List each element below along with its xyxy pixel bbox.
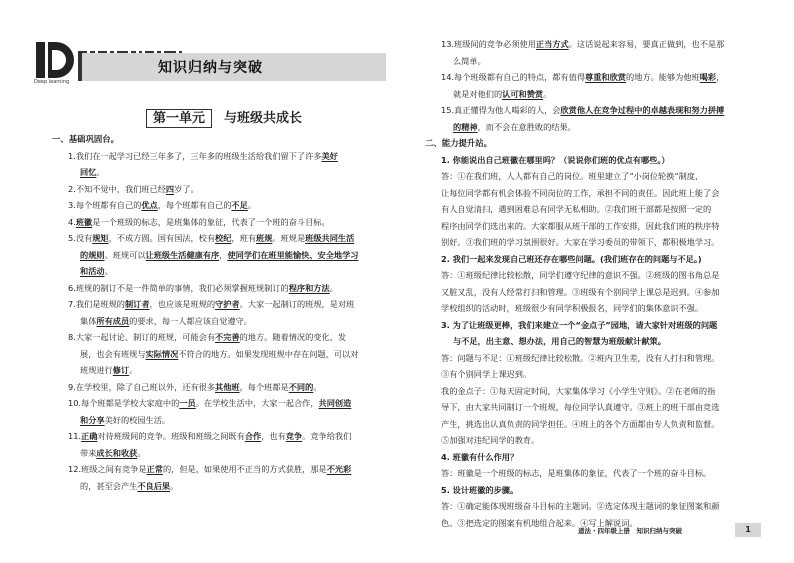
answer-underline: 程序和方法 xyxy=(288,282,330,293)
item-text: 。竞争给我们 xyxy=(302,431,352,441)
question-1: 1. 你能说出自己班徽在哪里吗？（说说你们班的优点有哪些。） xyxy=(441,154,670,165)
text-line: 又脏又乱，没有人经常打扫和管理。③班级有个别同学上课总是迟到。④参加 xyxy=(441,286,720,297)
text-line: ⑤加强对违纪同学的教育。 xyxy=(441,435,540,445)
item-line xyxy=(52,230,400,247)
text-line: 与不足，出主意、想办法，用自己的智慧为班级献计献策。 xyxy=(453,336,666,346)
deep-learning-logo xyxy=(36,40,76,80)
item-text: ，每个班都是 xyxy=(239,381,289,392)
answer-underline: 守护者 xyxy=(215,299,240,309)
text-line: 导下，由大家共同制订一个班规，每位同学认真遵守。③班上的班干部由竞选 xyxy=(441,402,720,412)
answer-underline: 不足 xyxy=(231,200,248,210)
text-line: 产生，挑选出认真负责的同学担任。④班上的各个方面都由专人负责和监督。 xyxy=(441,418,720,429)
answer-underline: 正当方式 xyxy=(535,39,569,49)
item-text: ，也应该是班规的 xyxy=(149,299,216,309)
logo-text: Deep learning xyxy=(34,79,70,85)
item-text: 。 xyxy=(543,88,552,99)
answer-underline: 四 xyxy=(165,183,175,194)
question-5: 5. 设计班徽的步骤。 xyxy=(441,484,519,495)
item-text: ，每个班都有自己的 xyxy=(157,200,232,210)
item-text: 。班规是 xyxy=(272,233,306,243)
answer-underline: 不完善 xyxy=(215,332,240,342)
text-line: 学校组织的活动时，班级很少有同学积极报名，同学们的集体意识不强。 xyxy=(441,303,704,313)
item-text: ， xyxy=(219,249,228,260)
right-items xyxy=(425,36,770,135)
answer-underline: 的精神 xyxy=(453,121,478,132)
item-text: 岁了。 xyxy=(174,183,199,194)
item-text: 。 xyxy=(129,365,138,375)
item-text: 美好的校园生活。 xyxy=(104,414,171,425)
item-number: 7. xyxy=(68,299,76,309)
answer-underline: 和分享 xyxy=(80,414,105,425)
item-text: ，而不会在意胜败的结果。 xyxy=(477,121,576,132)
item-text: 的要求，每一人都应该自觉遵守。 xyxy=(129,315,252,326)
text-line: 让每位同学都有机会体验不同岗位的工作，承担不同的责任。因此班上能了会 xyxy=(441,187,720,198)
footer-text: 道法・四年级上册 知识归纳与突破 xyxy=(578,527,682,535)
answer-underline: 的规则 xyxy=(80,249,105,260)
question-4: 4. 班徽有什么作用？ xyxy=(441,451,519,462)
text-line: 3. 为了让班级更棒，我们来建立一个“金点子”园地，请大家针对班级的问题 xyxy=(441,319,718,330)
item-text: 。大家一起制订的班规，是对班 xyxy=(239,299,355,309)
answer-underline: 尊重和欣赏 xyxy=(585,72,626,82)
item-line xyxy=(52,263,400,280)
item-line xyxy=(52,164,400,181)
right-column xyxy=(425,36,770,531)
item-text: ，不成方圆。国有国法，校有 xyxy=(108,233,216,243)
item-text: 带来 xyxy=(80,447,97,458)
item-text: 班级之间有竞争是 xyxy=(81,464,147,474)
item-text: 每个班级都有自己的特点，都有值得 xyxy=(454,72,586,82)
item-number: 14. xyxy=(441,72,455,82)
page-title: 知识归纳与突破 xyxy=(158,60,263,76)
item-line xyxy=(52,313,400,330)
answer-underline: 正确 xyxy=(81,431,98,441)
item-line xyxy=(425,69,770,86)
item-number: 5. xyxy=(68,233,76,243)
left-items xyxy=(52,148,400,495)
answer-underline: 班规 xyxy=(256,233,273,243)
item-text: 真正懂得为他人喝彩的人，会 xyxy=(454,105,561,115)
answer-underline: 共同创造 xyxy=(318,398,352,408)
item-number: 11. xyxy=(68,431,82,441)
answer-underline: 竞争 xyxy=(285,431,303,441)
item-number: 1. xyxy=(68,150,76,161)
item-text: 。 xyxy=(329,282,338,293)
item-text: 不符合的地方。如果发现班规中存在问题，可以对 xyxy=(178,348,359,359)
text-line: ③有个别同学上课迟到。 xyxy=(441,369,532,379)
item-text: ，也有 xyxy=(261,431,286,441)
item-text: 么简单。 xyxy=(453,55,486,66)
text-line: 色。③把选定的图案有机地组合起来。④写上解说词。 xyxy=(441,517,638,528)
answer-underline: 欣赏他人在竞争过程中的卓越表现和努力拼搏 xyxy=(560,105,725,115)
answer-underline: 和活动 xyxy=(80,266,105,276)
item-text: 的地方。随着情况的变化、发 xyxy=(239,332,347,342)
text-line: 答：①确定能体现班级奋斗目标的主题词。②选定体现主题词的象征图案和颜 xyxy=(441,501,720,511)
answer-underline: 优点 xyxy=(141,200,158,210)
item-line xyxy=(52,346,400,363)
text-line: 答：①班级纪律比较松散，同学们遵守纪律的意识不强。②班级的图书角总是 xyxy=(441,270,720,280)
question-2: 2. 我们一起来发现自己班还存在哪些问题。(我们班存在的问题与不足。) xyxy=(441,253,702,264)
item-number: 8. xyxy=(68,332,76,342)
unit-heading xyxy=(146,107,302,126)
answer-underline: 回忆 xyxy=(80,167,97,177)
answer-underline: 其他班 xyxy=(215,381,240,392)
answer-underline: 班徽 xyxy=(75,216,93,227)
item-text: 。在学校生活中，大家一起合作， xyxy=(195,398,319,408)
answer-underline: 班级共同生活 xyxy=(305,233,355,243)
item-text: 每个班都是学校大家庭中的 xyxy=(81,398,180,408)
item-line xyxy=(52,280,400,297)
item-line xyxy=(52,478,400,495)
item-text: 没有 xyxy=(75,233,93,243)
item-text: 是一个班级的标志，是班集体的象征，代表了一个班的奋斗目标。 xyxy=(92,216,330,227)
unit-title: 与班级共成长 xyxy=(224,111,303,126)
answer-underline: 一员 xyxy=(179,398,196,408)
answer-underline: 喝彩 xyxy=(699,72,717,82)
item-line xyxy=(52,461,400,478)
item-text: 。 xyxy=(104,266,113,276)
item-number: 13. xyxy=(441,39,455,49)
item-line xyxy=(52,296,400,313)
item-text: 就是对他们的 xyxy=(453,88,503,99)
item-text: 展，也会有班规与 xyxy=(80,348,146,359)
item-text: 大家一起讨论、制订的班规，可能会有 xyxy=(75,332,216,342)
item-text: 我们在一起学习已经三年多了，三年多的班级生活给我们留下了许多 xyxy=(75,150,322,161)
section-heading-2: 二、能力提升站。 xyxy=(425,138,492,148)
answer-underline: 校纪 xyxy=(215,233,232,243)
section-heading: 一、基础巩固台。 xyxy=(52,134,119,144)
item-text: 。 xyxy=(96,167,105,177)
answer-underline: 实际情况 xyxy=(145,348,179,359)
item-line xyxy=(425,119,770,136)
item-text: 我们是班规的 xyxy=(75,299,125,309)
page-number: 1 xyxy=(735,523,761,537)
text-line: 程序由同学们选出来的。大家都服从班干部的工作安排，因此我们班的秩序特 xyxy=(441,220,720,231)
answer-underline: 不同的 xyxy=(288,381,314,392)
item-line xyxy=(52,379,400,396)
answer-3 xyxy=(425,350,770,449)
item-line xyxy=(52,181,400,198)
item-text: 的，但是，如果使用不正当的方式获胜，那是 xyxy=(162,464,327,474)
item-line xyxy=(52,247,400,264)
text-line: 答：问题与不足：①班级纪律比较松散。②班内卫生差，没有人打扫和管理。 xyxy=(441,352,720,363)
answer-4: 答：班徽是一个班级的标志，是班集体的象征，代表了一个班的奋斗目标。 xyxy=(441,468,712,478)
item-text: ， xyxy=(716,72,725,82)
item-text: 班规进行 xyxy=(80,365,113,375)
item-text: 对待班级间的竞争。班级和班级之间既有 xyxy=(97,431,245,441)
answer-underline: 使同学们在班里能愉快、安全地学习 xyxy=(227,249,359,260)
item-line xyxy=(52,148,400,165)
item-line xyxy=(425,102,770,119)
decorative-dots xyxy=(78,42,248,50)
text-line: 我的金点子：①每天固定时间，大家集体学习《小学生守则》。②在老师的指 xyxy=(441,385,716,396)
answer-underline: 所有成员 xyxy=(96,315,130,326)
item-text: 的，甚至会产生 xyxy=(80,480,138,491)
item-text: 在学校里，除了自己班以外，还有很多 xyxy=(75,381,216,392)
text-line: 答：①在我们班，人人都有自己的岗位。班里建立了“小岗位轮换”制度， xyxy=(441,171,704,181)
item-number: 4. xyxy=(68,216,76,227)
item-text: 。 xyxy=(313,381,322,392)
item-text: 。这话说起来容易，要真正做到，也不是那 xyxy=(568,39,725,49)
answer-underline: 成长和收获 xyxy=(96,447,138,458)
item-text: 班级间的竞争必须使用 xyxy=(454,39,536,49)
text-line: 有人自觉清扫，遇到困难总有同学无私相助。②我们班干部都是按照一定的 xyxy=(441,204,712,214)
item-text: 。 xyxy=(170,480,179,491)
item-number: 15. xyxy=(441,105,455,115)
answer-2 xyxy=(425,267,770,317)
item-number: 9. xyxy=(68,381,76,392)
answer-underline: 让班级生活健康有序 xyxy=(145,249,220,260)
answer-underline: 认可和赞赏 xyxy=(502,88,544,99)
item-number: 12. xyxy=(68,464,82,474)
item-text: 。班规可以 xyxy=(104,249,146,260)
item-line xyxy=(52,395,400,412)
question-3 xyxy=(425,317,770,350)
item-line xyxy=(425,86,770,103)
item-line xyxy=(425,36,770,53)
answer-underline: 不光彩 xyxy=(326,464,352,474)
unit-label: 第一单元 xyxy=(146,109,212,128)
answer-underline: 不良后果 xyxy=(137,480,171,491)
item-line xyxy=(52,197,400,214)
item-number: 6. xyxy=(68,282,76,293)
answer-underline: 美好 xyxy=(321,150,338,161)
answer-underline: 合作 xyxy=(244,431,262,441)
item-text: 班规的制订不是一件简单的事情，我们必须掌握班规制订的 xyxy=(75,282,289,293)
left-column xyxy=(52,131,400,494)
item-text: 的地方。能够为他班 xyxy=(626,72,700,82)
answer-underline: 制订者 xyxy=(124,299,150,309)
item-text: 集体 xyxy=(80,315,97,326)
answer-1 xyxy=(425,168,770,251)
answer-underline: 规矩 xyxy=(92,233,109,243)
item-text: 。 xyxy=(137,447,146,458)
item-line xyxy=(52,329,400,346)
item-text: 不知不觉中，我们班已经 xyxy=(75,183,166,194)
item-line xyxy=(52,214,400,231)
item-line xyxy=(52,445,400,462)
item-number: 3. xyxy=(68,200,76,210)
item-number: 2. xyxy=(68,183,76,194)
item-line xyxy=(52,428,400,445)
answer-underline: 修订 xyxy=(112,365,130,375)
item-line xyxy=(52,362,400,379)
item-text: 每个班都有自己的 xyxy=(75,200,142,210)
item-text: 。 xyxy=(247,200,257,210)
item-line xyxy=(425,53,770,70)
item-text: ，班有 xyxy=(231,233,257,243)
item-number: 10. xyxy=(68,398,82,408)
item-line xyxy=(52,412,400,429)
answer-underline: 正常 xyxy=(146,464,163,474)
text-line: 别好。③我们班的学习氛围很好。大家在学习委员的带领下，都积极地学习。 xyxy=(441,237,720,247)
